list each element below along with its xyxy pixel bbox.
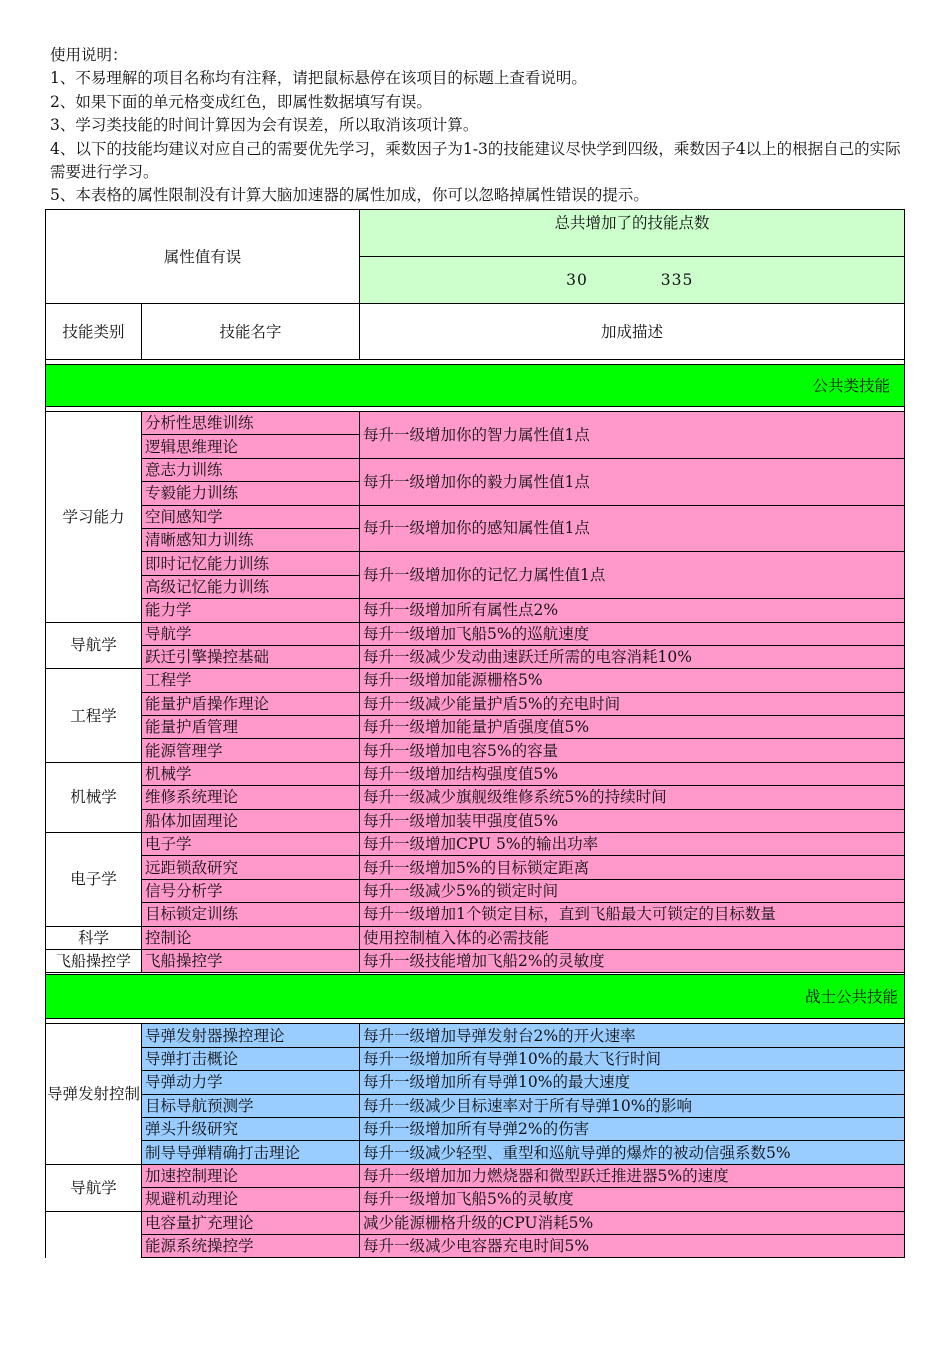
attribute-error-cell[interactable]: 属性值有误	[46, 210, 360, 304]
skill-desc: 每升一级增加能源栅格5%	[360, 669, 905, 692]
category-learning: 学习能力	[46, 412, 142, 623]
total-skill-points-title: 总共增加了的技能点数	[360, 210, 905, 257]
skill-name[interactable]: 专毅能力训练	[142, 482, 360, 505]
skill-name[interactable]: 能量护盾操作理论	[142, 692, 360, 715]
skill-desc: 每升一级增加你的毅力属性值1点	[360, 458, 905, 505]
skill-name[interactable]: 跃迁引擎操控基础	[142, 645, 360, 668]
skill-desc: 每升一级增加你的感知属性值1点	[360, 505, 905, 552]
skill-name[interactable]: 能源管理学	[142, 739, 360, 762]
skill-name[interactable]: 机械学	[142, 762, 360, 785]
skill-name[interactable]: 即时记忆能力训练	[142, 552, 360, 575]
skill-name[interactable]: 分析性思维训练	[142, 412, 360, 435]
skill-desc: 每升一级增加CPU 5%的输出功率	[360, 833, 905, 856]
skill-desc: 每升一级增加所有导弹10%的最大速度	[360, 1071, 905, 1094]
skill-name[interactable]: 船体加固理论	[142, 809, 360, 832]
skill-desc: 使用控制植入体的必需技能	[360, 926, 905, 949]
skill-table	[45, 209, 905, 1258]
category-missile-control: 导弹发射控制	[46, 1024, 142, 1164]
skill-desc: 每升一级增加装甲强度值5%	[360, 809, 905, 832]
category-piloting: 飞船操控学	[46, 949, 142, 972]
note-line-4: 4、以下的技能均建议对应自己的需要优先学习，乘数因子为1-3的技能建议尽快学到四级，乘数因子4以上的根据自己的实际需要进行学习。	[50, 139, 901, 182]
skill-name[interactable]: 远距锁敌研究	[142, 856, 360, 879]
skill-name[interactable]: 意志力训练	[142, 458, 360, 481]
note-line-2: 2、如果下面的单元格变成红色，即属性数据填写有误。	[50, 92, 432, 111]
skill-name[interactable]: 能源系统操控学	[142, 1234, 360, 1257]
category-science: 科学	[46, 926, 142, 949]
skill-name[interactable]: 电子学	[142, 833, 360, 856]
total-value-b: 335	[660, 271, 694, 289]
column-header-desc[interactable]: 加成描述	[360, 304, 905, 360]
skill-desc: 每升一级增加你的智力属性值1点	[360, 412, 905, 459]
skill-desc: 每升一级技能增加飞船2%的灵敏度	[360, 949, 905, 972]
skill-name[interactable]: 工程学	[142, 669, 360, 692]
skill-name[interactable]: 规避机动理论	[142, 1188, 360, 1211]
skill-name[interactable]: 清晰感知力训练	[142, 528, 360, 551]
skill-name[interactable]: 导弹发射器操控理论	[142, 1024, 360, 1047]
skill-desc: 每升一级增加电容5%的容量	[360, 739, 905, 762]
skill-desc: 每升一级增加你的记忆力属性值1点	[360, 552, 905, 599]
skill-desc: 每升一级增加所有导弹10%的最大飞行时间	[360, 1047, 905, 1070]
category-engineering: 工程学	[46, 669, 142, 763]
notes-title: 使用说明：	[50, 46, 128, 64]
skill-name[interactable]: 控制论	[142, 926, 360, 949]
skill-name[interactable]: 能量护盾管理	[142, 716, 360, 739]
column-header-name[interactable]: 技能名字	[142, 304, 360, 360]
skill-desc: 每升一级增加所有导弹2%的伤害	[360, 1117, 905, 1140]
skill-name[interactable]: 弹头升级研究	[142, 1117, 360, 1140]
usage-notes	[50, 44, 910, 208]
skill-name[interactable]: 电容量扩充理论	[142, 1211, 360, 1234]
skill-name[interactable]: 目标锁定训练	[142, 903, 360, 926]
skill-desc: 每升一级增加导弹发射台2%的开火速率	[360, 1024, 905, 1047]
skill-name[interactable]: 高级记忆能力训练	[142, 575, 360, 598]
note-line-1: 1、不易理解的项目名称均有注释，请把鼠标悬停在该项目的标题上查看说明。	[50, 69, 587, 88]
skill-desc: 每升一级减少旗舰级维修系统5%的持续时间	[360, 786, 905, 809]
note-line-5: 5、本表格的属性限制没有计算大脑加速器的属性加成，你可以忽略掉属性错误的提示。	[50, 186, 649, 205]
skill-desc: 每升一级减少目标速率对于所有导弹10%的影响	[360, 1094, 905, 1117]
skill-desc: 每升一级增加能量护盾强度值5%	[360, 716, 905, 739]
category-electronics: 电子学	[46, 833, 142, 927]
skill-desc: 每升一级增加飞船5%的灵敏度	[360, 1188, 905, 1211]
skill-name[interactable]: 逻辑思维理论	[142, 435, 360, 458]
skill-desc: 每升一级增加结构强度值5%	[360, 762, 905, 785]
section-header-warrior: 战士公共技能	[46, 975, 905, 1019]
skill-desc: 每升一级减少轻型、重型和巡航导弹的爆炸的被动信强系数5%	[360, 1141, 905, 1164]
column-header-category[interactable]: 技能类别	[46, 304, 142, 360]
skill-name[interactable]: 导弹动力学	[142, 1071, 360, 1094]
skill-desc: 每升一级增加加力燃烧器和微型跃迁推进器5%的速度	[360, 1164, 905, 1187]
skill-desc: 每升一级增加1个锁定目标，直到飞船最大可锁定的目标数量	[360, 903, 905, 926]
skill-desc: 每升一级减少能量护盾5%的充电时间	[360, 692, 905, 715]
total-value-a: 30	[566, 271, 588, 289]
note-line-3: 3、学习类技能的时间计算因为会有误差，所以取消该项计算。	[50, 116, 479, 135]
total-skill-points-values[interactable]	[360, 257, 905, 304]
category-mechanics: 机械学	[46, 762, 142, 832]
skill-name[interactable]: 导航学	[142, 622, 360, 645]
category-navigation-warrior: 导航学	[46, 1164, 142, 1211]
skill-desc: 每升一级减少电容器充电时间5%	[360, 1234, 905, 1257]
skill-desc: 每升一级增加飞船5%的巡航速度	[360, 622, 905, 645]
skill-name[interactable]: 目标导航预测学	[142, 1094, 360, 1117]
skill-desc: 每升一级增加所有属性点2%	[360, 599, 905, 622]
category-unlabeled	[46, 1211, 142, 1258]
skill-desc: 每升一级减少5%的锁定时间	[360, 879, 905, 902]
skill-desc: 减少能源栅格升级的CPU消耗5%	[360, 1211, 905, 1234]
skill-name[interactable]: 空间感知学	[142, 505, 360, 528]
section-header-public: 公共类技能	[46, 365, 905, 407]
skill-desc: 每升一级增加5%的目标锁定距离	[360, 856, 905, 879]
skill-name[interactable]: 导弹打击概论	[142, 1047, 360, 1070]
skill-desc: 每升一级减少发动曲速跃迁所需的电容消耗10%	[360, 645, 905, 668]
skill-name[interactable]: 维修系统理论	[142, 786, 360, 809]
skill-name[interactable]: 能力学	[142, 599, 360, 622]
category-navigation: 导航学	[46, 622, 142, 669]
skill-name[interactable]: 飞船操控学	[142, 949, 360, 972]
skill-name[interactable]: 制导导弹精确打击理论	[142, 1141, 360, 1164]
skill-name[interactable]: 信号分析学	[142, 879, 360, 902]
skill-name[interactable]: 加速控制理论	[142, 1164, 360, 1187]
